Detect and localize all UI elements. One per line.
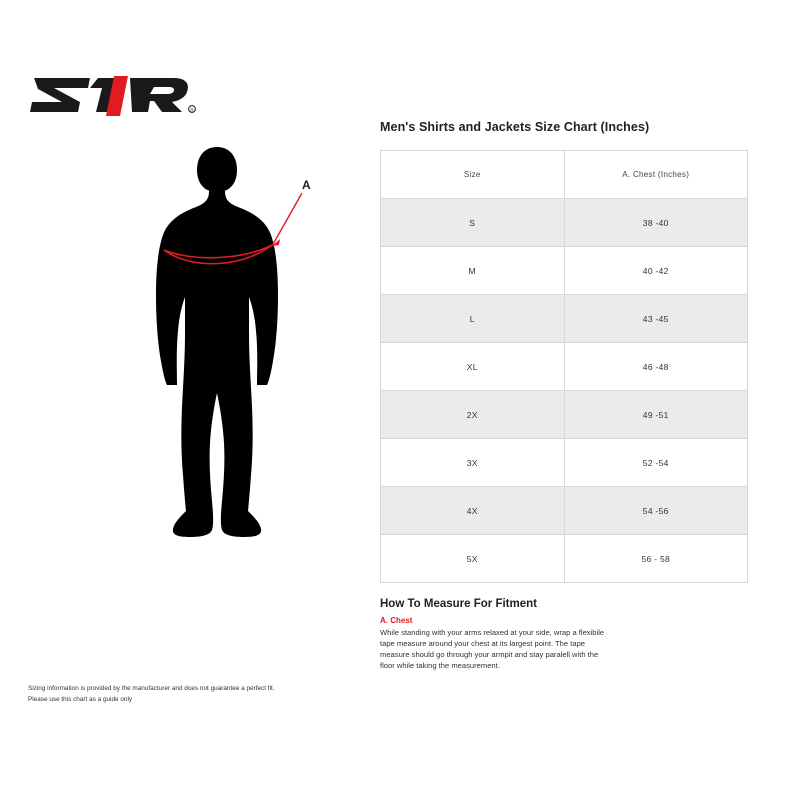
- table-row: [381, 343, 748, 391]
- cell-size: 5X: [381, 535, 565, 583]
- table-header-row: [381, 151, 748, 199]
- cell-size: 2X: [381, 391, 565, 439]
- callout-label-a: A: [302, 178, 311, 192]
- cell-chest: 46 -48: [564, 343, 748, 391]
- cell-size: 3X: [381, 439, 565, 487]
- table-row: [381, 391, 748, 439]
- measure-item-body: While standing with your arms relaxed at your side, wrap a flexibile tape measure around your chest at its largest point. The tape measure should go through your armpit and stay paralell with the floor while taking the measurement.: [380, 628, 605, 670]
- cell-size: 4X: [381, 487, 565, 535]
- page-title: Men's Shirts and Jackets Size Chart (Inches): [380, 120, 650, 134]
- z1r-logo: [28, 72, 198, 120]
- svg-text:R: R: [190, 107, 194, 113]
- body-silhouette-figure: [130, 145, 350, 575]
- cell-chest: 38 -40: [564, 199, 748, 247]
- cell-size: S: [381, 199, 565, 247]
- column-header-chest: A. Chest (Inches): [564, 151, 748, 199]
- size-chart-table: [380, 150, 748, 583]
- cell-chest: 56 - 58: [564, 535, 748, 583]
- cell-chest: 49 -51: [564, 391, 748, 439]
- cell-size: M: [381, 247, 565, 295]
- measure-item-label: A. Chest: [380, 616, 413, 625]
- cell-size: XL: [381, 343, 565, 391]
- table-row: [381, 199, 748, 247]
- how-to-measure-heading: How To Measure For Fitment: [380, 598, 537, 610]
- disclaimer: [28, 684, 348, 706]
- silhouette-shape: [156, 147, 278, 537]
- cell-chest: 40 -42: [564, 247, 748, 295]
- disclaimer-line-2: Please use this chart as a guide only: [28, 695, 133, 703]
- disclaimer-line-1: Sizing information is provided by the manufacturer and does not guarantee a perfect fit.: [28, 685, 275, 692]
- cell-chest: 52 -54: [564, 439, 748, 487]
- table-row: [381, 439, 748, 487]
- table-row: [381, 295, 748, 343]
- how-to-measure-section: [380, 598, 710, 671]
- table-row: [381, 247, 748, 295]
- cell-chest: 43 -45: [564, 295, 748, 343]
- table-row: [381, 535, 748, 583]
- cell-size: L: [381, 295, 565, 343]
- column-header-size: Size: [381, 151, 565, 199]
- cell-chest: 54 -56: [564, 487, 748, 535]
- table-row: [381, 487, 748, 535]
